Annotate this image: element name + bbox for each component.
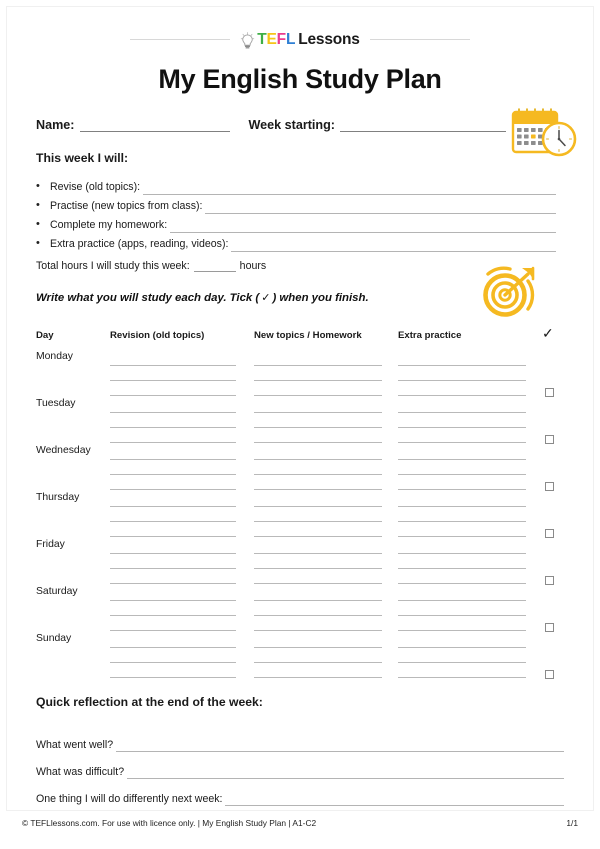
day-label: Wednesday [36,445,91,456]
day-label: Thursday [36,492,80,503]
column-header-extra: Extra practice [398,330,462,341]
extra-practice-line[interactable] [398,459,526,460]
list-item [36,214,556,233]
practise-input[interactable] [205,201,556,214]
new-topics-line[interactable] [254,459,382,460]
footer-copyright: © TEFLlessons.com. For use with licence only. | My English Study Plan | A1-C2 [22,818,317,828]
tefl-lessons-logo [240,31,359,48]
day-done-checkbox[interactable] [545,435,554,444]
bullet-icon: • [36,237,40,249]
list-item [36,233,556,252]
column-header-day: Day [36,330,54,341]
extra-practice-line[interactable] [398,677,526,678]
table-row [36,538,564,585]
table-row [36,444,564,491]
extra-practice-line[interactable] [398,506,526,507]
revise-input[interactable] [143,182,556,195]
instruction-text [36,291,369,304]
new-topics-line[interactable] [254,474,382,475]
extra-practice-line[interactable] [398,395,526,396]
new-topics-line[interactable] [254,506,382,507]
revision-line[interactable] [110,427,236,428]
brand-wordmark [257,32,359,48]
difficult-input[interactable] [127,766,564,779]
new-topics-line[interactable] [254,615,382,616]
total-hours-label: Total hours I will study this week: [36,260,190,272]
list-item-label: Revise (old topics): [50,181,141,193]
day-writing-area [110,632,530,679]
reflection-list [36,725,564,806]
day-writing-area [110,444,530,491]
extra-practice-input[interactable] [231,239,556,252]
homework-input[interactable] [170,220,556,233]
revision-line[interactable] [110,647,236,648]
new-topics-line[interactable] [254,630,382,631]
day-done-checkbox[interactable] [545,482,554,491]
extra-practice-line[interactable] [398,474,526,475]
extra-practice-line[interactable] [398,365,526,366]
new-topics-line[interactable] [254,583,382,584]
this-week-heading: This week I will: [36,151,129,165]
extra-practice-line[interactable] [398,489,526,490]
revision-line[interactable] [110,442,236,443]
day-label: Saturday [36,586,78,597]
extra-practice-line[interactable] [398,647,526,648]
table-row [36,350,564,397]
day-done-checkbox[interactable] [545,576,554,585]
revision-line[interactable] [110,630,236,631]
instruction-part-2: ) when you finish. [272,291,369,304]
new-topics-line[interactable] [254,600,382,601]
total-hours-row [36,260,266,272]
brand-letter-t: T [257,30,267,48]
extra-practice-line[interactable] [398,553,526,554]
next-week-input[interactable] [225,793,564,806]
brand-rule-left [130,39,230,40]
day-writing-area [110,491,530,538]
this-week-list [36,176,556,252]
extra-practice-line[interactable] [398,521,526,522]
day-label: Sunday [36,633,72,644]
total-hours-unit: hours [239,260,267,272]
new-topics-line[interactable] [254,568,382,569]
table-row [36,632,564,679]
reflection-heading: Quick reflection at the end of the week: [36,695,263,709]
name-input[interactable] [80,118,230,132]
day-label: Friday [36,539,65,550]
revision-line[interactable] [110,615,236,616]
extra-practice-line[interactable] [398,630,526,631]
new-topics-line[interactable] [254,442,382,443]
extra-practice-line[interactable] [398,600,526,601]
revision-line[interactable] [110,365,236,366]
name-label: Name: [36,118,75,132]
revision-line[interactable] [110,489,236,490]
new-topics-line[interactable] [254,521,382,522]
total-hours-input[interactable] [194,260,236,272]
list-item [36,176,556,195]
revision-line[interactable] [110,568,236,569]
revision-line[interactable] [110,536,236,537]
day-done-checkbox[interactable] [545,670,554,679]
revision-line[interactable] [110,521,236,522]
revision-line[interactable] [110,553,236,554]
brand-letter-l: L [285,30,296,48]
brand-header [0,31,600,48]
reflection-question-label: One thing I will do differently next week: [36,793,223,805]
new-topics-line[interactable] [254,677,382,678]
bullet-icon: • [36,218,40,230]
extra-practice-line[interactable] [398,583,526,584]
extra-practice-line[interactable] [398,662,526,663]
went-well-input[interactable] [116,739,564,752]
new-topics-line[interactable] [254,662,382,663]
new-topics-line[interactable] [254,536,382,537]
list-item [36,752,564,779]
week-starting-input[interactable] [340,118,506,132]
new-topics-line[interactable] [254,647,382,648]
extra-practice-line[interactable] [398,536,526,537]
brand-rule-right [370,39,470,40]
day-writing-area [110,350,530,397]
table-header-row [36,325,564,350]
check-icon: ✓ [261,292,271,304]
revision-line[interactable] [110,583,236,584]
column-header-done-check: ✓ [542,325,554,341]
bullet-icon: • [36,180,40,192]
reflection-question-label: What went well? [36,739,114,751]
page-footer [22,818,578,828]
lightbulb-icon [240,32,255,49]
week-starting-label: Week starting: [248,118,335,132]
day-label: Tuesday [36,398,76,409]
identity-row [36,118,506,132]
table-row [36,491,564,538]
list-item [36,725,564,752]
new-topics-line[interactable] [254,412,382,413]
new-topics-line[interactable] [254,365,382,366]
study-plan-table [36,325,564,679]
brand-letter-f: F [276,30,286,48]
extra-practice-line[interactable] [398,427,526,428]
table-row [36,397,564,444]
column-header-revision: Revision (old topics) [110,330,205,341]
revision-line[interactable] [110,474,236,475]
revision-line[interactable] [110,600,236,601]
list-item [36,195,556,214]
instruction-part-1: Write what you will study each day. Tick ( [36,291,260,304]
revision-line[interactable] [110,677,236,678]
new-topics-line[interactable] [254,395,382,396]
day-done-checkbox[interactable] [545,623,554,632]
brand-letter-e: E [266,30,277,48]
table-row [36,585,564,632]
extra-practice-line[interactable] [398,380,526,381]
list-item-label: Extra practice (apps, reading, videos): [50,238,229,250]
list-item-label: Practise (new topics from class): [50,200,203,212]
revision-line[interactable] [110,380,236,381]
brand-suffix: Lessons [298,30,360,48]
page-number: 1/1 [566,818,578,828]
day-writing-area [110,538,530,585]
extra-practice-line[interactable] [398,615,526,616]
list-item [36,779,564,806]
bullet-icon: • [36,199,40,211]
day-label: Monday [36,351,73,362]
reflection-question-label: What was difficult? [36,766,125,778]
target-arrow-icon [478,264,540,320]
revision-line[interactable] [110,459,236,460]
new-topics-line[interactable] [254,427,382,428]
extra-practice-line[interactable] [398,568,526,569]
revision-line[interactable] [110,506,236,507]
day-writing-area [110,585,530,632]
new-topics-line[interactable] [254,380,382,381]
new-topics-line[interactable] [254,553,382,554]
revision-line[interactable] [110,395,236,396]
day-done-checkbox[interactable] [545,388,554,397]
list-item-label: Complete my homework: [50,219,168,231]
new-topics-line[interactable] [254,489,382,490]
extra-practice-line[interactable] [398,412,526,413]
revision-line[interactable] [110,412,236,413]
page-title: My English Study Plan [158,64,442,94]
day-writing-area [110,397,530,444]
column-header-new-topics: New topics / Homework [254,330,362,341]
day-done-checkbox[interactable] [545,529,554,538]
revision-line[interactable] [110,662,236,663]
extra-practice-line[interactable] [398,442,526,443]
calendar-clock-icon [508,106,578,158]
